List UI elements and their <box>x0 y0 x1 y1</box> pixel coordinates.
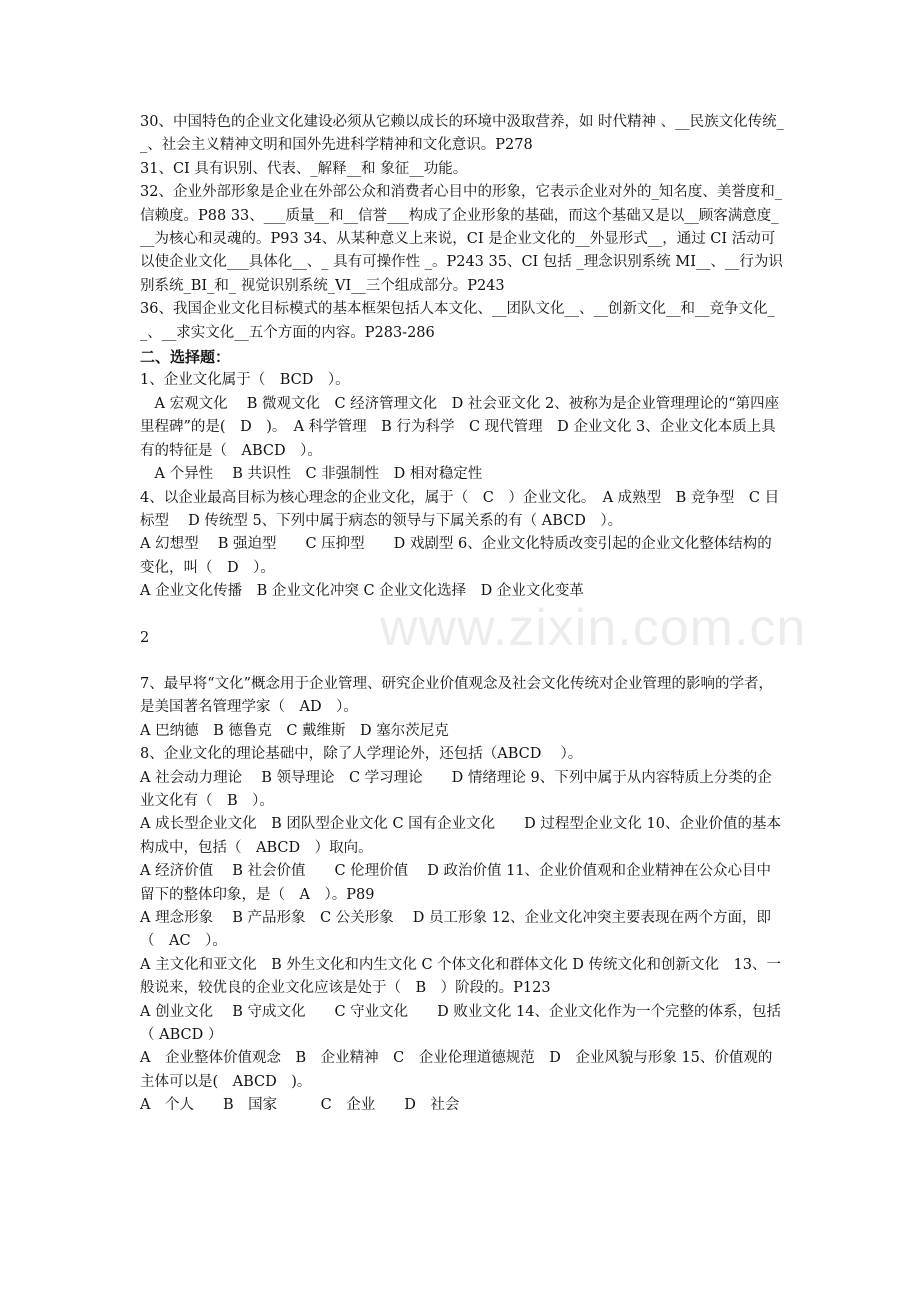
choice-q1: 1、企业文化属于（ BCD ）。 <box>140 372 350 389</box>
choice-q15-options: A 个人 B 国家 C 企业 D 社会 <box>140 1097 460 1114</box>
choice-q14-15: A 企业整体价值观念 B 企业精神 C 企业伦理道德规范 D 企业风貌与形象 15、价值观的主体可以是( ABCD )。 <box>140 1050 773 1090</box>
choice-q13-14: A 创业文化 B 守成文化 C 守业文化 D 败业文化 14、企业文化作为一个完整的体系，包括（ ABCD ） <box>140 1003 781 1044</box>
choice-q11-12: A 理念形象 B 产品形象 C 公关形象 D 员工形象 12、企业文化冲突主要表现在两个方面，即（ AC ）。 <box>140 910 772 950</box>
choice-q4-5: 4、以企业最高目标为核心理念的企业文化，属于（ C ）企业文化。 A 成熟型 B 竞争型 C 目标型 D 传统型 5、下列中属于病态的领导与下属关系的有（ ABCD ）。 <box>140 489 780 529</box>
choice-q9-10: A 成长型企业文化 B 团队型企业文化 C 国有企业文化 D 过程型企业文化 10、企业价值的基本构成中，包括（ ABCD ）取向。 <box>140 816 781 856</box>
fill-blank-q32-35: 32、企业外部形象是企业在外部公众和消费者心目中的形象，它表示企业对外的_知名度、美誉度和_信赖度。P88 33、___质量__和__信誉___构成了企业形象的基础，而这个基础又是以__顾客满意度___为核心和灵魂的。P93 34、从某种意义上来说，CI 是企业文化的__外显形式__，通过 CI 活动可以使企业文化___具体化__、_ 具有可操作性 _。P243 35、CI 包括 _理念识别系统 MI__、__行为识别系统_BI_和_ 视觉识别系统_VI__三个组成部分。P243 <box>140 184 783 294</box>
fill-blank-q31: 31、CI 具有识别、代表、_解释__和 象征__功能。 <box>140 160 468 177</box>
fill-blank-q30: 30、中国特色的企业文化建设必须从它赖以成长的环境中汲取营养，如 时代精神 、__民族文化传统__、社会主义精神文明和国外先进科学精神和文化意识。P278 <box>140 114 784 154</box>
page-number: 2 <box>140 629 150 646</box>
section-heading-choice: 二、选择题： <box>140 348 231 367</box>
watermark: www.zixin.com.cn <box>380 599 807 657</box>
choice-q3-options: A 个异性 B 共识性 C 非强制性 D 相对稳定性 <box>140 466 483 483</box>
choice-q7-options: A 巴纳德 B 德鲁克 C 戴维斯 D 塞尔茨尼克 <box>140 722 449 739</box>
choice-q8: 8、企业文化的理论基础中，除了人学理论外，还包括（ABCD ）。 <box>140 746 583 763</box>
choice-q5-6: A 幻想型 B 强迫型 C 压抑型 D 戏剧型 6、企业文化特质改变引起的企业文化整体结构的变化，叫（ D ）。 <box>140 536 772 576</box>
choice-q1-3: A 宏观文化 B 微观文化 C 经济管理文化 D 社会亚文化 2、被称为是企业管理理论的“第四座里程碑”的是( D )。 A 科学管理 B 行为科学 C 现代管理 D 企业文化 3、企业文化本质上具有的特征是（ ABCD ）。 <box>140 395 780 459</box>
choice-q6-options: A 企业文化传播 B 企业文化冲突 C 企业文化选择 D 企业文化变革 <box>140 583 584 600</box>
choice-q8-9: A 社会动力理论 B 领导理论 C 学习理论 D 情绪理论 9、下列中属于从内容特质上分类的企业文化有（ B ）。 <box>140 769 772 809</box>
fill-blank-q36: 36、我国企业文化目标模式的基本框架包括人本文化、__团队文化__、__创新文化__和__竞争文化__、__求实文化__五个方面的内容。P283-286 <box>140 301 775 341</box>
choice-q10-11: A 经济价值 B 社会价值 C 伦理价值 D 政治价值 11、企业价值观和企业精神在公众心目中留下的整体印象，是（ A ）。P89 <box>140 863 772 903</box>
choice-q7: 7、最早将“文化”概念用于企业管理、研究企业价值观念及社会文化传统对企业管理的影响的学者，是美国著名管理学家（ AD ）。 <box>140 675 774 716</box>
choice-q12-13: A 主文化和亚文化 B 外生文化和内生文化 C 个体文化和群体文化 D 传统文化和创新文化 13、一般说来，较优良的企业文化应该是处于（ B ）阶段的。P123 <box>140 956 781 997</box>
